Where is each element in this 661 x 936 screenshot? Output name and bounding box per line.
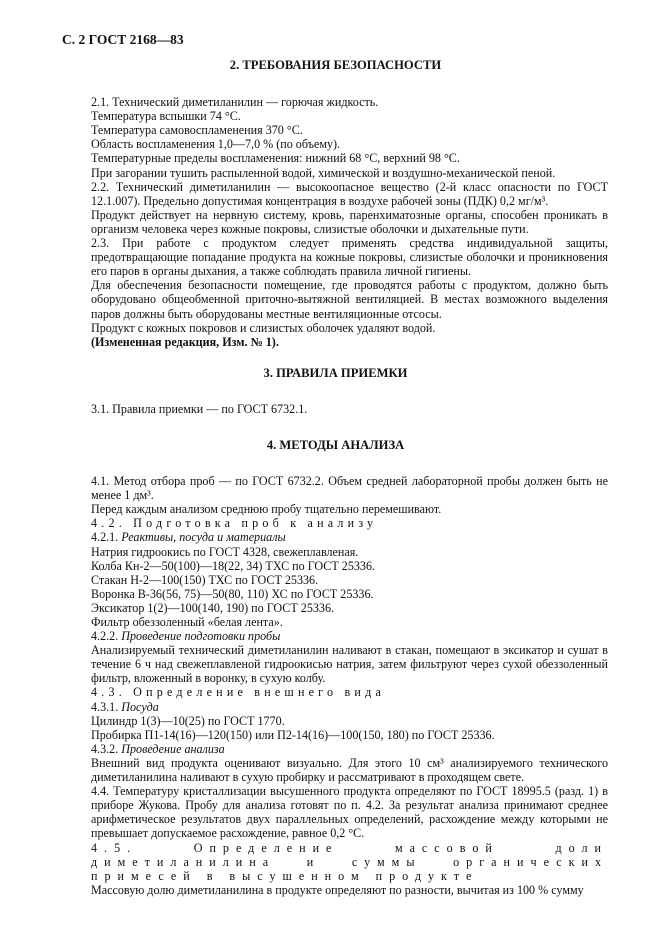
paragraph: Внешний вид продукта оценивают визуально. Для этого 10 см³ анализируемого технического диметиланилина наливают в сухую пробирку и рассматривают в проходящем свете. <box>91 755 608 785</box>
clause-title: Реактивы, посуда и материалы <box>121 530 286 545</box>
paragraph: Продукт с кожных покровов и слизистых оболочек удаляют водой. <box>91 320 436 335</box>
subsection-heading: 4.3. Определение внешнего вида <box>91 685 386 700</box>
section-title-acceptance: 3. ПРАВИЛА ПРИЕМКИ <box>263 365 408 380</box>
clause-title: Проведение подготовки пробы <box>121 629 281 644</box>
paragraph: Область воспламенения 1,0—7,0 % (по объему). <box>91 137 341 152</box>
paragraph: 3.1. Правила приемки — по ГОСТ 6732.1. <box>91 401 308 416</box>
paragraph: 2.3. При работе с продуктом следует применять средства индивидуальной защиты, предотвращающие попадание продукта на кожные покровы, слизистые оболочки и проникновения его паров в органы дыхания, а также соблюдать правила личной гигиены. <box>91 236 608 279</box>
paragraph: Воронка В-36(56, 75)—50(80, 110) ХС по ГОСТ 25336. <box>91 586 374 601</box>
paragraph: Температурные пределы воспламенения: нижний 68 °С, верхний 98 °С. <box>91 151 460 166</box>
section-title-safety: 2. ТРЕБОВАНИЯ БЕЗОПАСНОСТИ <box>229 58 442 72</box>
paragraph: Натрия гидроокись по ГОСТ 4328, свежеплавленая. <box>91 544 359 559</box>
paragraph: Анализируемый технический диметиланилин наливают в стакан, помещают в эксикатор и сушат в течение 6 ч над свежеплавленой гидроокисью натрия, затем фильтруют через сухой обеззоленный фильтр, вложенный в воронку, в сухую колбу. <box>91 643 608 686</box>
clause-title: Проведение анализа <box>121 741 225 756</box>
subsection-heading <box>63 629 608 643</box>
paragraph: 4.1. Метод отбора проб — по ГОСТ 6732.2. Объем средней лабораторной пробы должен быть не менее 1 дм³. <box>91 474 608 503</box>
subsection-heading <box>63 742 608 756</box>
clause-title: Посуда <box>121 699 159 714</box>
subsection-heading <box>63 530 608 544</box>
clause-number: 4.2.2. <box>91 629 119 644</box>
page-header: С. 2 ГОСТ 2168—83 <box>62 32 184 47</box>
section-title-methods: 4. МЕТОДЫ АНАЛИЗА <box>266 437 405 452</box>
paragraph: Пробирка П1-14(16)—120(150) или П2-14(16)—100(150, 180) по ГОСТ 25336. <box>91 727 495 742</box>
paragraph: Эксикатор 1(2)—100(140, 190) по ГОСТ 25336. <box>91 600 335 615</box>
subsection-heading <box>63 700 608 714</box>
paragraph: Температура вспышки 74 °С. <box>91 109 241 124</box>
paragraph: Продукт действует на нервную систему, кровь, паренхиматозные органы, способен проникать в организм человека через кожные покровы, слизистые оболочки и дыхательные пути. <box>91 207 608 236</box>
paragraph: 2.2. Технический диметиланилин — высокоопасное вещество (2-й класс опасности по ГОСТ 12.1.007). Предельно допустимая концентрация в воздухе рабочей зоны (ПДК) 0,2 мг/м³. <box>91 179 608 208</box>
subsection-heading: 4.2. Подготовка проб к анализу <box>91 516 378 531</box>
paragraph: Массовую долю диметиланилина в продукте определяют по разности, вычитая из 100 % сумму <box>91 882 584 897</box>
clause-number: 4.3.2. <box>91 741 119 756</box>
paragraph: Для обеспечения безопасности помещение, где проводятся работы с продуктом, должно быть оборудовано общеобменной приточно-вытяжной вентиляцией. В местах возможного выделения паров должны быть оборудованы местные вентиляционные отсосы. <box>91 278 608 321</box>
amendment-note: (Измененная редакция, Изм. № 1). <box>91 334 279 349</box>
paragraph: Фильтр обеззоленный «белая лента». <box>91 615 283 629</box>
paragraph: При загорании тушить распыленной водой, химической и воздушно-механической пеной. <box>91 165 556 180</box>
paragraph: Цилиндр 1(3)—10(25) по ГОСТ 1770. <box>91 713 285 728</box>
paragraph: 4.4. Температуру кристаллизации высушенного продукта определяют по ГОСТ 18995.5 (разд. 1) в приборе Жукова. Пробу для анализа готовят по п. 4.2. За результат анализа принимают среднее арифметическое результатов двух параллельных определений, расхождение между которыми не превышает допускаемое расхождение, равное 0,2 °С. <box>91 784 608 841</box>
clause-number: 4.3.1. <box>91 699 119 714</box>
clause-number: 4.2.1. <box>91 530 119 545</box>
document-body <box>63 58 608 897</box>
paragraph: Колба Кн-2—50(100)—18(22, 34) ТХС по ГОСТ 25336. <box>91 558 376 573</box>
paragraph: 2.1. Технический диметиланилин — горючая жидкость. <box>91 95 379 110</box>
subsection-heading: 4.5. Определение массовой доли диметиланилина и суммы органических примесей в высушенном продукте <box>91 840 608 883</box>
paragraph: Стакан Н-2—100(150) ТХС по ГОСТ 25336. <box>91 572 319 587</box>
paragraph: Перед каждым анализом среднюю пробу тщательно перемешивают. <box>91 502 442 517</box>
paragraph: Температура самовоспламенения 370 °С. <box>91 123 303 138</box>
